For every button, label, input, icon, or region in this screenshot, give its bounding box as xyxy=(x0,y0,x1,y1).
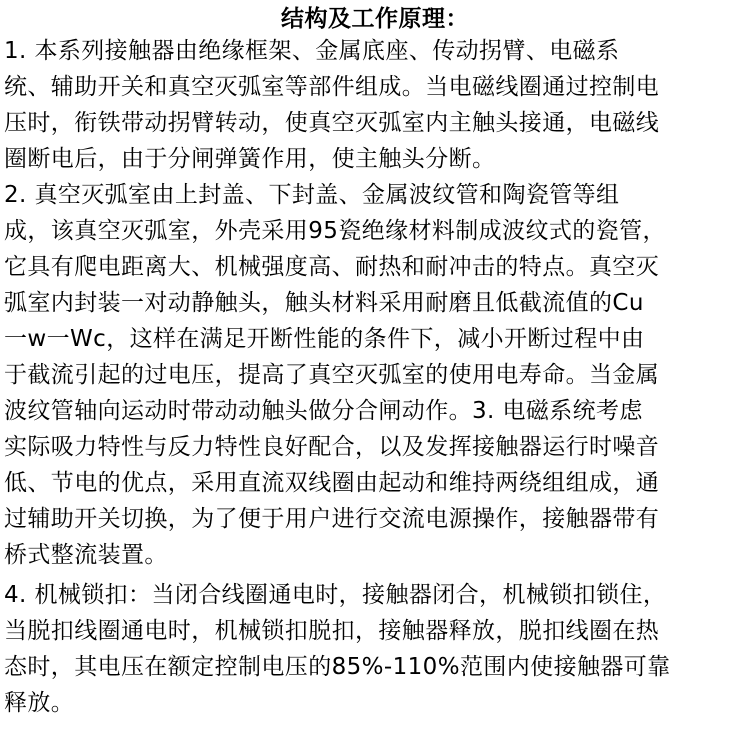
text-line-13: 低、节电的优点，采用直流双线圈由起动和维持两绕组组成，通 xyxy=(4,470,660,496)
text-line-8: 弧室内封装一对动静触头，触头材料采用耐磨且低截流值的Cu xyxy=(4,290,644,316)
text-line-19: 释放。 xyxy=(4,690,75,716)
document-title: 结构及工作原理： xyxy=(281,6,469,32)
text-line-15: 桥式整流装置。 xyxy=(4,542,168,568)
text-line-5: 2. 真空灭弧室由上封盖、下封盖、金属波纹管和陶瓷管等组 xyxy=(4,182,620,208)
text-line-11: 波纹管轴向运动时带动动触头做分合闸动作。3. 电磁系统考虑 xyxy=(4,398,643,424)
text-line-14: 过辅助开关切换，为了便于用户进行交流电源操作，接触器带有 xyxy=(4,506,660,532)
text-line-10: 于截流引起的过电压，提高了真空灭弧室的使用电寿命。当金属 xyxy=(4,362,660,388)
text-line-9: 一w一Wc，这样在满足开断性能的条件下，减小开断过程中由 xyxy=(4,326,645,352)
text-line-16: 4. 机械锁扣：当闭合线圈通电时，接触器闭合，机械锁扣锁住， xyxy=(4,582,667,608)
text-line-17: 当脱扣线圈通电时，机械锁扣脱扣，接触器释放，脱扣线圈在热 xyxy=(4,618,660,644)
text-line-3: 压时，衔铁带动拐臂转动，使真空灭弧室内主触头接通，电磁线 xyxy=(4,110,660,136)
text-line-2: 统、辅助开关和真空灭弧室等部件组成。当电磁线圈通过控制电 xyxy=(4,74,660,100)
text-line-1: 1. 本系列接触器由绝缘框架、金属底座、传动拐臂、电磁系 xyxy=(4,38,620,64)
text-line-4: 圈断电后，由于分闸弹簧作用，使主触头分断。 xyxy=(4,146,496,172)
text-line-18: 态时，其电压在额定控制电压的85%-110%范围内使接触器可靠 xyxy=(4,654,671,680)
text-line-6: 成，该真空灭弧室，外壳采用95瓷绝缘材料制成波纹式的瓷管， xyxy=(4,218,666,244)
text-line-12: 实际吸力特性与反力特性良好配合，以及发挥接触器运行时噪音 xyxy=(4,434,660,460)
text-line-7: 它具有爬电距离大、机械强度高、耐热和耐冲击的特点。真空灭 xyxy=(4,254,660,280)
